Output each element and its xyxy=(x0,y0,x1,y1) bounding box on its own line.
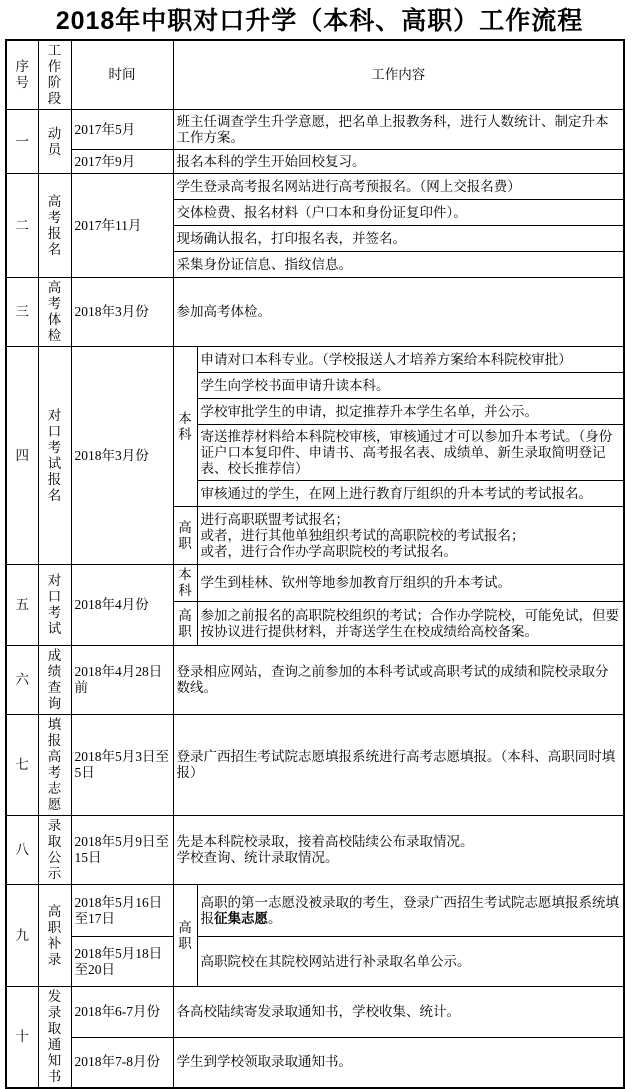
track-label-cell: 高 职 xyxy=(173,885,197,987)
header-stage: 工作阶段 xyxy=(38,40,71,110)
content-cell: 现场确认报名，打印报名表，并签名。 xyxy=(173,226,624,252)
table-row xyxy=(6,816,624,885)
stage-cell: 高职 补录 xyxy=(38,885,71,987)
table-row xyxy=(6,110,624,150)
table-row xyxy=(6,987,624,1038)
content-cell: 参加高考体检。 xyxy=(173,278,624,347)
content-cell: 高职院校在其院校网站进行补录取名单公示。 xyxy=(197,937,624,987)
table-row xyxy=(6,715,624,816)
content-cell: 学生到桂林、钦州等地参加教育厅组织的升本考试。 xyxy=(197,565,624,602)
table-header xyxy=(6,40,624,110)
row-index-cell: 五 xyxy=(6,565,38,646)
table-row xyxy=(6,150,624,174)
time-cell: 2018年7-8月份 xyxy=(71,1037,173,1088)
table-row xyxy=(6,347,624,373)
row-index-cell: 一 xyxy=(6,110,38,174)
content-cell: 申请对口本科专业。（学校报送人才培养方案给本科院校审批） xyxy=(197,347,624,373)
page-title: 2018年中职对口升学（本科、高职）工作流程 xyxy=(55,7,584,35)
time-cell: 2018年3月份 xyxy=(71,347,173,565)
content-cell: 先是本科院校录取，接着高校陆续公布录取情况。 学校查询、统计录取情况。 xyxy=(173,816,624,885)
stage-cell: 高考 报名 xyxy=(38,174,71,278)
content-cell: 班主任调查学生升学意愿，把名单上报教务科，进行人数统计、制定升本工作方案。 xyxy=(173,110,624,150)
time-cell: 2018年6-7月份 xyxy=(71,987,173,1038)
stage-cell: 对口 考试 xyxy=(38,565,71,646)
content-cell: 交体检费、报名材料（户口本和身份证复印件）。 xyxy=(173,200,624,226)
time-cell: 2017年11月 xyxy=(71,174,173,278)
content-cell: 参加之前报名的高职院校组织的考试；合作办学院校，可能免试，但要按协议进行提供材料，并寄送学生在校成绩给高校备案。 xyxy=(197,602,624,646)
time-cell: 2018年5月16日至17日 xyxy=(71,885,173,937)
table-row xyxy=(6,565,624,602)
content-cell: 学生到学校领取录取通知书。 xyxy=(173,1037,624,1088)
time-cell: 2017年5月 xyxy=(71,110,173,150)
table-row xyxy=(6,174,624,200)
content-cell: 登录相应网站，查询之前参加的本科考试或高职考试的成绩和院校录取分数线。 xyxy=(173,646,624,715)
row-index-cell: 八 xyxy=(6,816,38,885)
time-cell: 2017年9月 xyxy=(71,150,173,174)
time-cell: 2018年5月3日至5日 xyxy=(71,715,173,816)
row-index-cell: 十 xyxy=(6,987,38,1089)
stage-cell: 动员 xyxy=(38,110,71,174)
content-cell: 学校审批学生的申请，拟定推荐升本学生名单，并公示。 xyxy=(197,399,624,425)
header-content: 工作内容 xyxy=(173,40,624,110)
row-index-cell: 二 xyxy=(6,174,38,278)
time-cell: 2018年4月份 xyxy=(71,565,173,646)
header-no: 序号 xyxy=(6,40,38,110)
table-row xyxy=(6,885,624,937)
stage-cell: 填报 高考 志愿 xyxy=(38,715,71,816)
header-time: 时间 xyxy=(71,40,173,110)
table-row xyxy=(6,1037,624,1088)
stage-cell: 高考 体检 xyxy=(38,278,71,347)
row-index-cell: 四 xyxy=(6,347,38,565)
content-cell: 高职的第一志愿没被录取的考生，登录广西招生考试院志愿填报系统填报征集志愿。 xyxy=(197,885,624,937)
track-label-cell: 本 科 xyxy=(173,565,197,602)
content-cell: 登录广西招生考试院志愿填报系统进行高考志愿填报。（本科、高职同时填报） xyxy=(173,715,624,816)
track-label-cell: 高 职 xyxy=(173,602,197,646)
content-cell: 各高校陆续寄发录取通知书，学校收集、统计。 xyxy=(173,987,624,1038)
time-cell: 2018年5月18日至20日 xyxy=(71,937,173,987)
workflow-table xyxy=(5,39,625,1089)
content-cell: 采集身份证信息、指纹信息。 xyxy=(173,252,624,278)
table-row xyxy=(6,278,624,347)
time-cell: 2018年5月9日至15日 xyxy=(71,816,173,885)
content-cell: 报名本科的学生开始回校复习。 xyxy=(173,150,624,174)
time-cell: 2018年3月份 xyxy=(71,278,173,347)
stage-cell: 对口 考试 报名 xyxy=(38,347,71,565)
table-body xyxy=(6,110,624,1089)
header-row xyxy=(6,40,624,110)
stage-cell: 发录 取通 知书 xyxy=(38,987,71,1089)
stage-cell: 录取 公示 xyxy=(38,816,71,885)
time-cell: 2018年4月28日前 xyxy=(71,646,173,715)
content-cell: 审核通过的学生，在网上进行教育厅组织的升本考试的考试报名。 xyxy=(197,481,624,507)
track-label-cell: 高 职 xyxy=(173,507,197,565)
row-index-cell: 三 xyxy=(6,278,38,347)
stage-cell: 成绩 查询 xyxy=(38,646,71,715)
track-label-cell: 本 科 xyxy=(173,347,197,507)
content-cell: 学生登录高考报名网站进行高考预报名。（网上交报名费） xyxy=(173,174,624,200)
content-cell: 进行高职联盟考试报名； 或者，进行其他单独组织考试的高职院校的考试报名； 或者，进行合作办学高职院校的考试报名。 xyxy=(197,507,624,565)
content-cell: 寄送推荐材料给本科院校审核，审核通过才可以参加升本考试。（身份证户口本复印件、申请书、高考报名表、成绩单、新生录取简明登记表、校长推荐信） xyxy=(197,425,624,481)
table-row xyxy=(6,646,624,715)
row-index-cell: 六 xyxy=(6,646,38,715)
row-index-cell: 九 xyxy=(6,885,38,987)
content-cell: 学生向学校书面申请升读本科。 xyxy=(197,373,624,399)
row-index-cell: 七 xyxy=(6,715,38,816)
